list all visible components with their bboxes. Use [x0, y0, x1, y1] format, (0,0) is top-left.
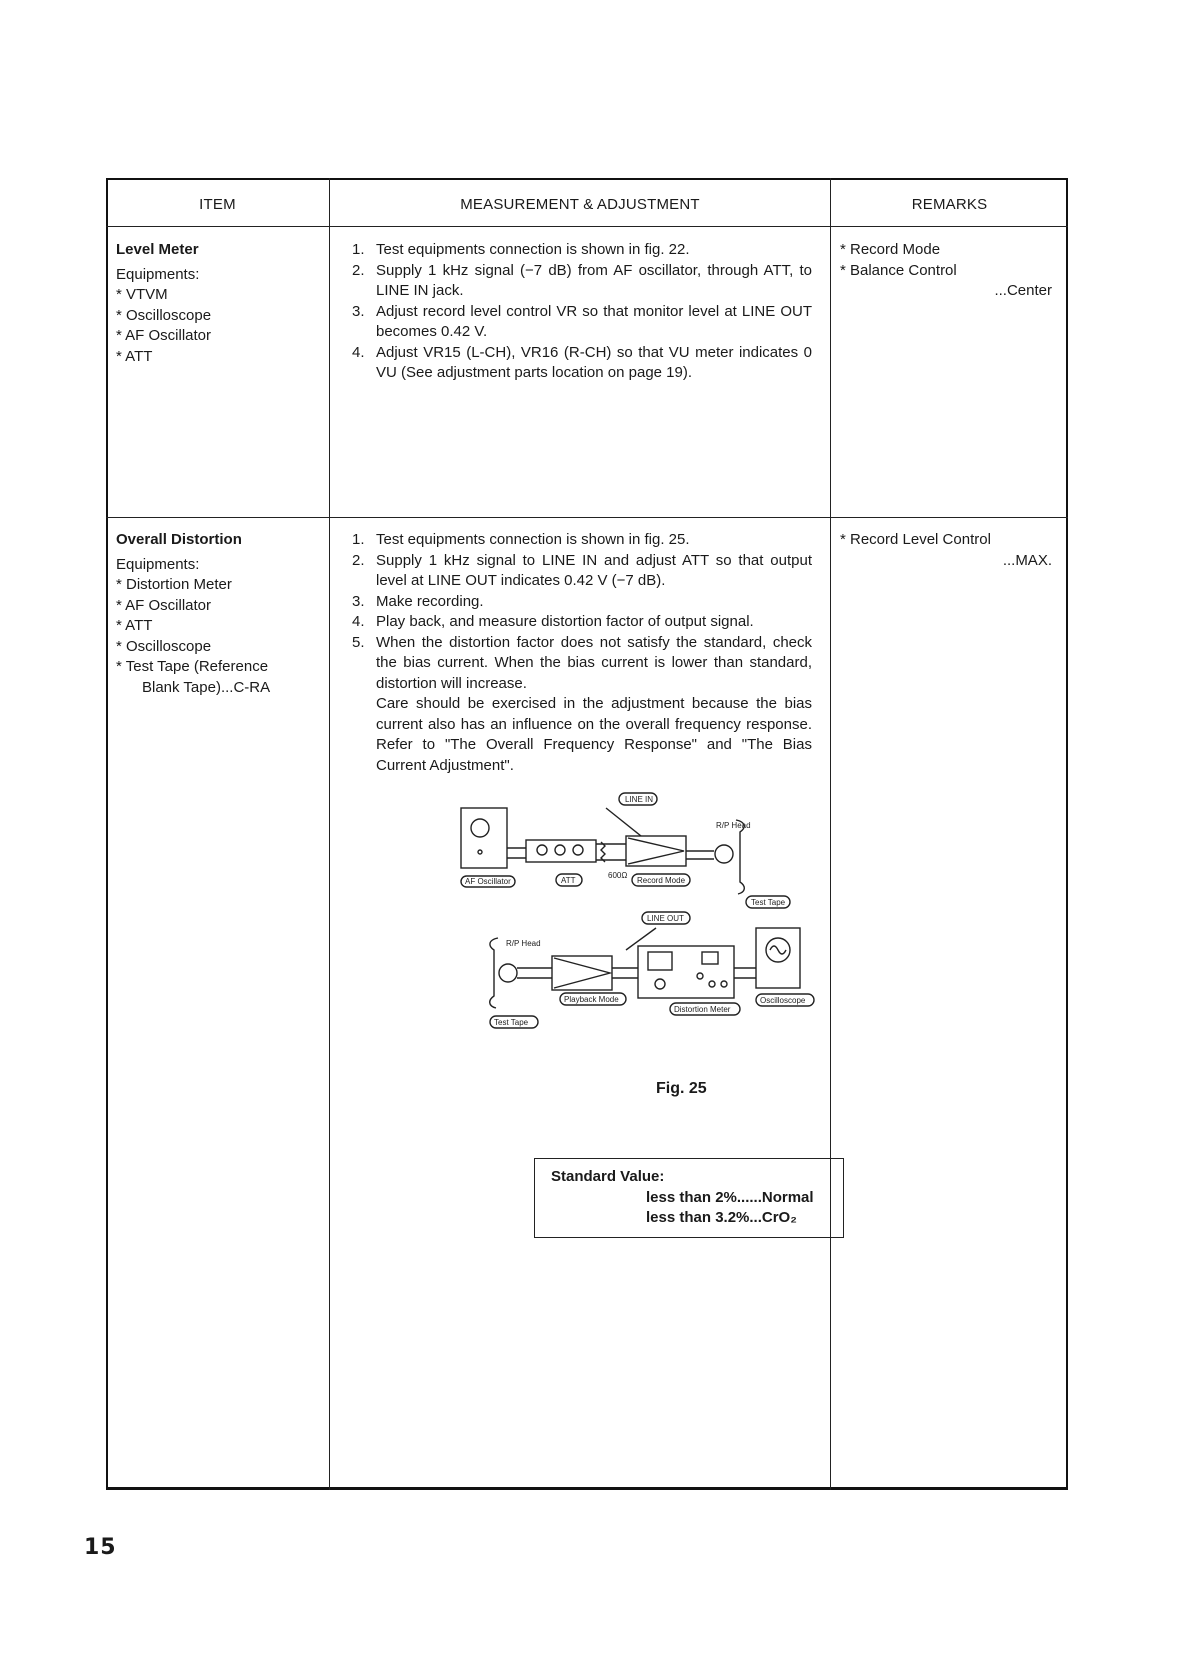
step-item	[352, 612, 812, 633]
step-number: 1.	[352, 531, 365, 548]
distortion-meter-unit	[638, 946, 734, 998]
step-text: Adjust record level control VR so that monitor level at LINE OUT becomes 0.42 V.	[376, 302, 812, 340]
af-oscillator-dial	[471, 819, 489, 837]
label-600-ohm: 600Ω	[608, 871, 628, 880]
step-item	[352, 592, 812, 613]
rp-head-2	[499, 964, 517, 982]
connection-diagram	[456, 778, 816, 1068]
step-item	[352, 551, 812, 592]
label-rp-head-2: R/P Head	[506, 939, 541, 948]
item-cell-overall-distortion	[116, 530, 321, 698]
step-number: 3.	[352, 302, 365, 320]
equipment-item: * Distortion Meter	[116, 576, 232, 593]
figure-caption: Fig. 25	[656, 1080, 707, 1097]
standard-title: Standard Value:	[551, 1168, 665, 1185]
label-af-oscillator: AF Oscillator	[465, 877, 511, 886]
row-divider	[106, 517, 1068, 518]
step-item	[352, 261, 812, 302]
label-att: ATT	[561, 876, 576, 885]
header-divider	[106, 226, 1068, 227]
step-text: Supply 1 kHz signal to LINE IN and adjust ATT so that output level at LINE OUT indicates 0.42 V (−7 dB).	[376, 551, 812, 589]
page-number: 15	[84, 1535, 117, 1560]
remark-item: * Record Level Control	[840, 531, 991, 548]
equipments-label: Equipments:	[116, 265, 200, 283]
steps-cell-level-meter	[352, 240, 812, 384]
remark-item: * Balance Control	[840, 261, 957, 279]
step-text: When the distortion factor does not satisfy the standard, check the bias current. When the bias current is lower than standard, distortion will increase.	[376, 633, 812, 692]
step-number: 4.	[352, 613, 365, 630]
label-oscilloscope: Oscilloscope	[760, 996, 806, 1005]
step-text: Test equipments connection is shown in fig. 22.	[376, 241, 690, 258]
step-item	[352, 633, 812, 695]
equipment-item: * ATT	[116, 347, 153, 365]
item-title: Level Meter	[116, 241, 199, 258]
column-divider-2	[830, 178, 831, 1490]
oscilloscope-unit	[756, 928, 800, 988]
test-tape-1	[736, 820, 744, 894]
item-cell-level-meter	[116, 240, 321, 367]
label-playback-mode: Playback Mode	[564, 995, 619, 1004]
remarks-cell-overall-distortion	[840, 530, 1056, 571]
equipments-label: Equipments:	[116, 555, 200, 573]
step-number: 3.	[352, 592, 365, 610]
column-divider-1	[329, 178, 330, 1490]
step-number: 2.	[352, 551, 365, 569]
label-record-mode: Record Mode	[637, 876, 686, 885]
remark-item: * Record Mode	[840, 241, 941, 258]
remarks-cell-level-meter	[840, 240, 1056, 302]
label-test-tape-1: Test Tape	[751, 898, 786, 907]
step-number: 1.	[352, 241, 365, 258]
label-rp-head-1: R/P Head	[716, 821, 751, 830]
remark-value: ...Center	[994, 282, 1052, 299]
equipment-item: Blank Tape)...C-RA	[142, 678, 271, 696]
step-text: Make recording.	[376, 592, 484, 610]
steps-cell-overall-distortion	[352, 530, 812, 776]
standard-line: less than 3.2%...CrO₂	[646, 1209, 797, 1226]
step-text: Play back, and measure distortion factor of output signal.	[376, 613, 754, 630]
step-item	[352, 240, 812, 261]
test-tape-2	[490, 938, 498, 1008]
equipment-item: * AF Oscillator	[116, 327, 212, 344]
af-oscillator-unit	[461, 808, 507, 868]
step-item	[352, 530, 812, 551]
step-item	[352, 343, 812, 384]
rp-head-1	[715, 845, 733, 863]
label-distortion-meter: Distortion Meter	[674, 1005, 731, 1014]
step-number: 2.	[352, 261, 365, 279]
caution-note: Care should be exercised in the adjustment because the bias current also has an influence on the overall frequency response. Refer to "The Overall Frequency Response" and "The Bias Current Adjustment".	[376, 695, 812, 774]
step-text: Supply 1 kHz signal (−7 dB) from AF oscillator, through ATT, to LINE IN jack.	[376, 261, 812, 299]
standard-line: less than 2%......Normal	[646, 1188, 814, 1206]
equipment-item: * VTVM	[116, 286, 168, 303]
header-remarks: REMARKS	[911, 196, 988, 213]
step-item	[352, 302, 812, 343]
remark-value: ...MAX.	[1002, 551, 1052, 569]
adjustment-table	[106, 178, 1068, 1490]
header-item: ITEM	[199, 196, 236, 213]
label-line-in: LINE IN	[625, 795, 654, 804]
label-line-out: LINE OUT	[647, 914, 684, 923]
step-number: 4.	[352, 343, 365, 361]
equipment-item: * Oscilloscope	[116, 306, 212, 324]
equipment-item: * AF Oscillator	[116, 596, 212, 614]
playback-amp-unit	[552, 956, 612, 990]
equipment-item: * Oscilloscope	[116, 637, 212, 655]
step-text: Test equipments connection is shown in fig. 25.	[376, 531, 690, 548]
step-number: 5.	[352, 633, 365, 651]
equipment-item: * ATT	[116, 617, 153, 634]
header-measurement: MEASUREMENT & ADJUSTMENT	[460, 196, 700, 213]
label-test-tape-2: Test Tape	[494, 1018, 529, 1027]
equipment-item: * Test Tape (Reference	[116, 658, 269, 675]
step-text: Adjust VR15 (L-CH), VR16 (R-CH) so that VU meter indicates 0 VU (See adjustment parts location on page 19).	[376, 343, 812, 381]
record-amp-unit	[626, 836, 686, 866]
item-title: Overall Distortion	[116, 531, 242, 548]
standard-value-box	[534, 1158, 844, 1238]
